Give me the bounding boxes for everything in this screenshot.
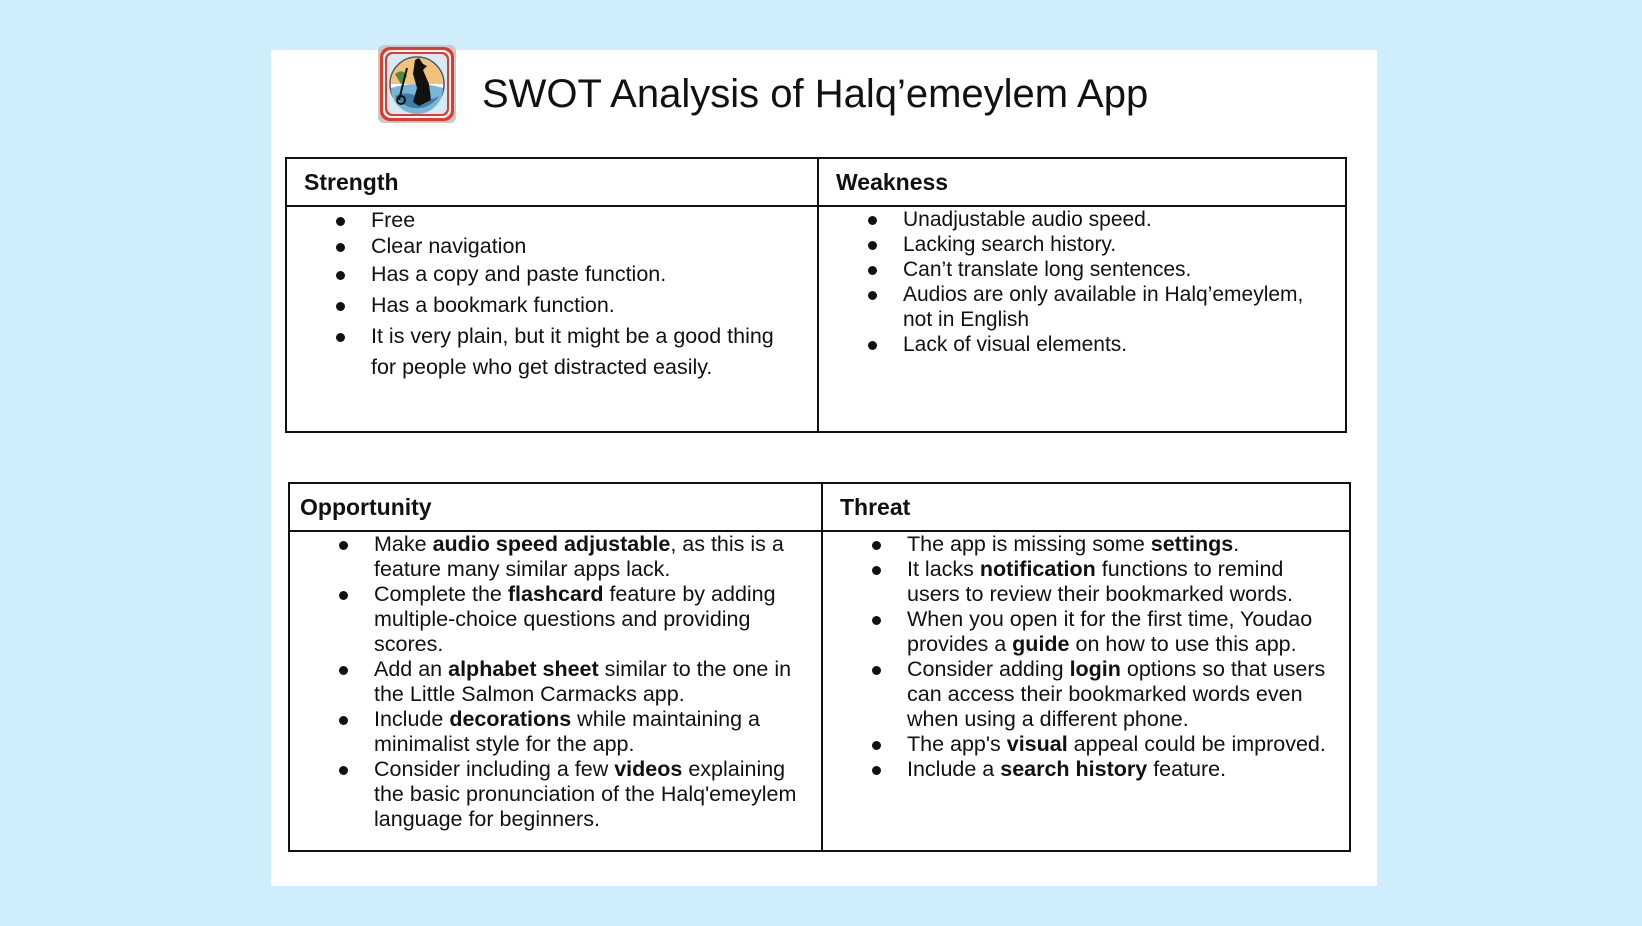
list-item: Consider adding login options so that users can access their bookmarked words even when using a different phone. xyxy=(823,657,1349,732)
list-item: Consider including a few videos explaining the basic pronunciation of the Halq'emeylem language for beginners. xyxy=(290,757,821,832)
list-item: It lacks notification functions to remind users to review their bookmarked words. xyxy=(823,557,1349,607)
weakness-header: Weakness xyxy=(818,158,1346,206)
list-item: Unadjustable audio speed. xyxy=(819,207,1345,232)
swot-top-table xyxy=(285,157,1347,433)
opportunity-cell xyxy=(289,531,822,851)
swot-bottom-table xyxy=(288,482,1351,852)
page-title: SWOT Analysis of Halq’emeylem App xyxy=(482,72,1149,116)
list-item: Has a copy and paste function. xyxy=(287,259,817,290)
opportunity-list xyxy=(290,532,821,832)
list-item: Clear navigation xyxy=(287,233,817,259)
list-item: When you open it for the first time, Youdao provides a guide on how to use this app. xyxy=(823,607,1349,657)
weakness-cell xyxy=(818,206,1346,432)
weakness-list xyxy=(819,207,1345,357)
list-item: Has a bookmark function. xyxy=(287,290,817,321)
list-item: Free xyxy=(287,207,817,233)
list-item: Include a search history feature. xyxy=(823,757,1349,782)
list-item: Make audio speed adjustable, as this is a feature many similar apps lack. xyxy=(290,532,821,582)
list-item: The app is missing some settings. xyxy=(823,532,1349,557)
list-item: Include decorations while maintaining a minimalist style for the app. xyxy=(290,707,821,757)
list-item: It is very plain, but it might be a good thing for people who get distracted easily. xyxy=(287,321,817,383)
list-item: Add an alphabet sheet similar to the one in the Little Salmon Carmacks app. xyxy=(290,657,821,707)
opportunity-header: Opportunity xyxy=(289,483,822,531)
threat-cell xyxy=(822,531,1350,851)
threat-list xyxy=(823,532,1349,782)
strength-list xyxy=(287,207,817,383)
list-item: Can’t translate long sentences. xyxy=(819,257,1345,282)
strength-cell xyxy=(286,206,818,432)
slide xyxy=(271,50,1377,886)
list-item: Lacking search history. xyxy=(819,232,1345,257)
list-item: Lack of visual elements. xyxy=(819,332,1345,357)
list-item: The app's visual appeal could be improved. xyxy=(823,732,1349,757)
list-item: Audios are only available in Halq’emeylem, not in English xyxy=(819,282,1345,332)
strength-header: Strength xyxy=(286,158,818,206)
list-item: Complete the flashcard feature by adding multiple-choice questions and providing scores. xyxy=(290,582,821,657)
threat-header: Threat xyxy=(822,483,1350,531)
halqemeylem-app-logo-icon xyxy=(377,44,457,124)
